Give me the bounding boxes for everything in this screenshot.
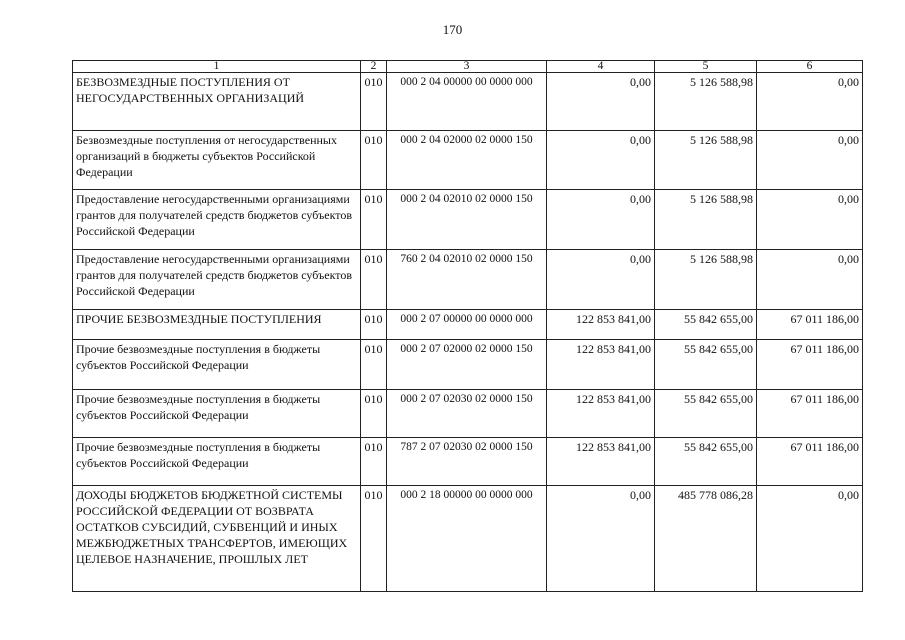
row-name: Безвозмездные поступления от негосударственных организаций в бюджеты субъектов Российской Федерации xyxy=(73,131,361,190)
column-header: 2 xyxy=(361,61,387,73)
row-col5-value: 55 842 655,00 xyxy=(655,310,757,340)
row-col4-value: 122 853 841,00 xyxy=(547,390,655,438)
row-name: Прочие безвозмездные поступления в бюджеты субъектов Российской Федерации xyxy=(73,438,361,486)
row-col6-value: 67 011 186,00 xyxy=(757,310,863,340)
row-classification-code: 000 2 18 00000 00 0000 000 xyxy=(387,486,547,592)
row-col5-value: 485 778 086,28 xyxy=(655,486,757,592)
row-col5-value: 5 126 588,98 xyxy=(655,190,757,250)
row-col5-value: 55 842 655,00 xyxy=(655,340,757,390)
row-admin-code: 010 xyxy=(361,340,387,390)
row-col5-value: 5 126 588,98 xyxy=(655,131,757,190)
row-classification-code: 000 2 04 02000 02 0000 150 xyxy=(387,131,547,190)
table-row xyxy=(73,73,863,131)
row-admin-code: 010 xyxy=(361,190,387,250)
row-col4-value: 0,00 xyxy=(547,486,655,592)
row-col6-value: 67 011 186,00 xyxy=(757,390,863,438)
row-col6-value: 0,00 xyxy=(757,250,863,310)
table-row xyxy=(73,390,863,438)
row-classification-code: 000 2 07 00000 00 0000 000 xyxy=(387,310,547,340)
row-col5-value: 5 126 588,98 xyxy=(655,250,757,310)
row-admin-code: 010 xyxy=(361,390,387,438)
row-col6-value: 67 011 186,00 xyxy=(757,438,863,486)
row-col4-value: 122 853 841,00 xyxy=(547,340,655,390)
row-classification-code: 000 2 07 02030 02 0000 150 xyxy=(387,390,547,438)
row-col5-value: 55 842 655,00 xyxy=(655,438,757,486)
row-col4-value: 0,00 xyxy=(547,250,655,310)
row-name: Прочие безвозмездные поступления в бюджеты субъектов Российской Федерации xyxy=(73,390,361,438)
table-header-row xyxy=(73,61,863,73)
row-classification-code: 000 2 07 02000 02 0000 150 xyxy=(387,340,547,390)
row-col6-value: 0,00 xyxy=(757,73,863,131)
row-col4-value: 122 853 841,00 xyxy=(547,310,655,340)
row-col4-value: 122 853 841,00 xyxy=(547,438,655,486)
table-row xyxy=(73,190,863,250)
row-name: ПРОЧИЕ БЕЗВОЗМЕЗДНЫЕ ПОСТУПЛЕНИЯ xyxy=(73,310,361,340)
row-admin-code: 010 xyxy=(361,310,387,340)
row-admin-code: 010 xyxy=(361,486,387,592)
row-admin-code: 010 xyxy=(361,131,387,190)
budget-table xyxy=(72,60,863,592)
table-row xyxy=(73,340,863,390)
row-col4-value: 0,00 xyxy=(547,190,655,250)
row-col4-value: 0,00 xyxy=(547,73,655,131)
column-header: 1 xyxy=(73,61,361,73)
row-col5-value: 55 842 655,00 xyxy=(655,390,757,438)
table-row xyxy=(73,486,863,592)
table-row xyxy=(73,438,863,486)
table-row xyxy=(73,250,863,310)
row-classification-code: 787 2 07 02030 02 0000 150 xyxy=(387,438,547,486)
column-header: 3 xyxy=(387,61,547,73)
column-header: 6 xyxy=(757,61,863,73)
row-col6-value: 0,00 xyxy=(757,190,863,250)
row-col6-value: 67 011 186,00 xyxy=(757,340,863,390)
table-row xyxy=(73,131,863,190)
row-classification-code: 760 2 04 02010 02 0000 150 xyxy=(387,250,547,310)
row-name: Предоставление негосударственными организациями грантов для получателей средств бюджетов субъектов Российской Федерации xyxy=(73,250,361,310)
column-header: 4 xyxy=(547,61,655,73)
row-col6-value: 0,00 xyxy=(757,486,863,592)
row-name: БЕЗВОЗМЕЗДНЫЕ ПОСТУПЛЕНИЯ ОТ НЕГОСУДАРСТВЕННЫХ ОРГАНИЗАЦИЙ xyxy=(73,73,361,131)
row-admin-code: 010 xyxy=(361,438,387,486)
row-admin-code: 010 xyxy=(361,73,387,131)
row-admin-code: 010 xyxy=(361,250,387,310)
row-name: Прочие безвозмездные поступления в бюджеты субъектов Российской Федерации xyxy=(73,340,361,390)
row-col6-value: 0,00 xyxy=(757,131,863,190)
column-header: 5 xyxy=(655,61,757,73)
row-col5-value: 5 126 588,98 xyxy=(655,73,757,131)
table-row xyxy=(73,310,863,340)
row-classification-code: 000 2 04 02010 02 0000 150 xyxy=(387,190,547,250)
row-name: ДОХОДЫ БЮДЖЕТОВ БЮДЖЕТНОЙ СИСТЕМЫ РОССИЙСКОЙ ФЕДЕРАЦИИ ОТ ВОЗВРАТА ОСТАТКОВ СУБСИДИЙ, СУБВЕНЦИЙ И ИНЫХ МЕЖБЮДЖЕТНЫХ ТРАНСФЕРТОВ, ИМЕЮЩИХ ЦЕЛЕВОЕ НАЗНАЧЕНИЕ, ПРОШЛЫХ ЛЕТ xyxy=(73,486,361,592)
row-col4-value: 0,00 xyxy=(547,131,655,190)
row-classification-code: 000 2 04 00000 00 0000 000 xyxy=(387,73,547,131)
page-number: 170 xyxy=(442,22,463,37)
row-name: Предоставление негосударственными организациями грантов для получателей средств бюджетов субъектов Российской Федерации xyxy=(73,190,361,250)
